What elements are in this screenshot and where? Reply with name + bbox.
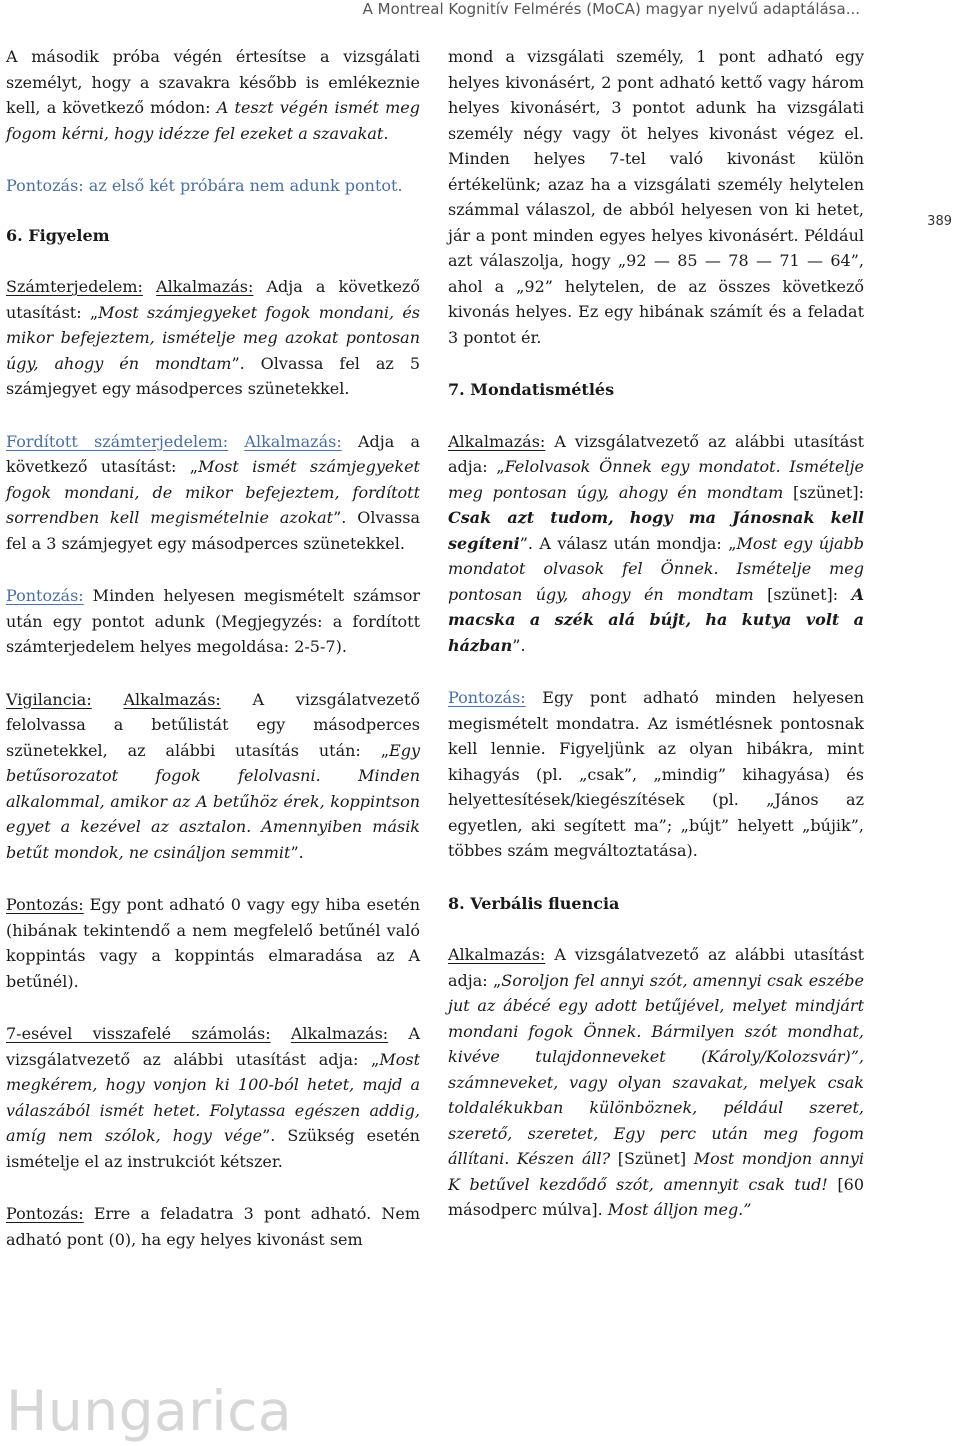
scoring-label: Pontozás: <box>6 1204 84 1223</box>
left-paragraph-1: A második próba végén értesítse a vizsgálati személyt, hogy a szavakra később is emlékeznie kell, a következő módon: A teszt végén ismét meg fogom kérni, hogy idézze fel ezeket a szavakat. <box>6 47 420 143</box>
serial-sevens-scoring-continued: mond a vizsgálati személy, 1 pont adható egy helyes kivonásért, 2 pont adható kettő vagy három helyes kivonásért, 3 pontot adunk ha vizsgálati személy négy vagy öt helyes kivonást végez el. Minden helyes 7-tel való kivonást külön értékelünk; azaz ha a vizsgálati személy helytelen számmal válaszol, de abból helyesen von ki hetet, jár a pont minden egyes helyes kivonásért. Például azt válaszolja, hogy „92 — 85 — 78 — 71 — 64”, ahol a „92” helytelen, de az összes következő kivonás helyes. Ez egy hibának számít és a feladat 3 pontot ér. <box>448 47 864 347</box>
scoring-label: Pontozás: <box>6 895 84 914</box>
scoring-label: Pontozás: <box>448 688 526 707</box>
serial-sevens-paragraph: 7-esével visszafelé számolás: Alkalmazás: A vizsgálatvezető az alábbi utasítást adja: „Most megkérem, hogy vonjon ki 100-ból hetet, majd a válaszából ismét hetet. Folytassa egészen addig, amíg nem szólok, hogy vége”. Szükség esetén ismételje el az instrukciót kétszer. <box>6 1024 420 1171</box>
section-heading-sentence-repetition: 7. Mondatismétlés <box>448 380 615 399</box>
administration-label: Alkalmazás: <box>448 431 546 451</box>
scoring-label: Pontozás: <box>6 176 84 195</box>
backward-span-paragraph: Fordított számterjedelem: Alkalmazás: Adja a következő utasítást: „Most ismét számjegyeket fogok mondani, de mikor befejeztem, fordított sorrendben kell megismételnie azokat”. Olvassa fel a 3 számjegyet egy másodperces szünetekkel. <box>6 431 421 553</box>
verbal-fluency-paragraph: Alkalmazás: A vizsgálatvezető az alábbi utasítást adja: „Soroljon fel annyi szót, amennyi csak eszébe jut az ábécé egy adott betűjével, melyet mindjárt mondani fogok Önnek. Bármilyen szót mondhat, kivéve tulajdonneveket (Károly/Kolozsvár)”, számneveket, vagy olyan szavakat, melyek csak toldalékukban különböznek, például szeret, szerető, szeretet, Egy perc után meg fogom állítani. Készen áll? [Szünet] Most mondjon annyi K betűvel kezdődő szót, amennyit csak tud! [60 másodperc múlva]. Most álljon meg.” <box>448 945 865 1219</box>
left-column <box>6 44 420 1279</box>
digit-span-label: Számterjedelem: <box>6 277 143 296</box>
scoring-label: Pontozás: <box>6 586 84 605</box>
running-head: A Montreal Kognitív Felmérés (MoCA) magyar nyelvű adaptálása... <box>362 0 860 18</box>
hungarica-watermark: Hungarica <box>6 1379 293 1443</box>
digit-span-paragraph: Számterjedelem: Alkalmazás: Adja a következő utasítást: „Most számjegyeket fogok mondani, és mikor befejeztem, ismételje meg azokat pontosan úgy, ahogy én mondtam”. Olvassa fel az 5 számjegyet egy másodperces szünetekkel. <box>6 277 421 398</box>
scoring-paragraph-2: Pontozás: Minden helyesen megismételt számsor után egy pontot adunk (Megjegyzés: a fordított számterjedelem helyes megoldása: 2-5-7). <box>6 586 420 656</box>
vigilance-paragraph: Vigilancia: Alkalmazás: A vizsgálatvezető felolvassa a betűlistát egy másodperces szünetekkel, az alábbi utasítás után: „Egy betűsorozatot fogok felolvasni. Minden alkalommal, amikor az A betűhöz érek, koppintson egyet a kezével az asztalon. Amennyiben másik betűt mondok, ne csináljon semmit”. <box>6 689 420 862</box>
scoring-paragraph-3: Pontozás: Egy pont adható 0 vagy egy hiba esetén (hibának tekintendő a nem megfelelő betűnél való koppintás vagy a koppintás elmaradása az A betűnél). <box>6 895 420 991</box>
section-heading-attention: 6. Figyelem <box>6 225 110 245</box>
page-number: 389 <box>927 214 952 229</box>
scoring-paragraph-1: Pontozás: az első két próbára nem adunk pontot. <box>6 176 403 195</box>
sentence-repetition-paragraph: Alkalmazás: A vizsgálatvezető az alábbi utasítást adja: „Felolvasok Önnek egy mondatot. Ismételje meg pontosan úgy, ahogy én mondtam [szünet]: Csak azt tudom, hogy ma Jánosnak kell segíteni”. A válasz után mondja: „Most egy újabb mondatot olvasok fel Önnek. Ismételje meg pontosan úgy, ahogy én mondtam [szünet]: A macska a szék alá bújt, ha kutya volt a házban”. <box>448 431 864 655</box>
section-heading-verbal-fluency: 8. Verbális fluencia <box>448 893 620 913</box>
scoring-paragraph-5: Pontozás: Egy pont adható minden helyesen megismételt mondatra. Az ismétlésnek pontosnak kell lennie. Figyeljünk az olyan hibákra, mint kihagyás (pl. „csak”, „mindig” kihagyása) és helyettesítések/kiegészítések (pl. „János az egyetlen, aki segített ma”; „bújt” helyett „bújik”, többes szám megváltoztatása). <box>448 688 864 860</box>
administration-label: Alkalmazás: <box>123 689 221 709</box>
vigilance-label: Vigilancia: <box>6 689 92 709</box>
serial-sevens-label: 7-esével visszafelé számolás: <box>6 1024 271 1043</box>
administration-label: Alkalmazás: <box>290 1024 389 1043</box>
administration-label: Alkalmazás: <box>448 945 546 964</box>
right-column <box>448 44 864 1250</box>
backward-span-label: Fordított számterjedelem: <box>6 431 229 451</box>
administration-label: Alkalmazás: <box>156 277 254 296</box>
administration-label: Alkalmazás: <box>244 431 342 451</box>
scoring-paragraph-4: Pontozás: Erre a feladatra 3 pont adható. Nem adható pont (0), ha egy helyes kivonást sem <box>6 1204 420 1249</box>
